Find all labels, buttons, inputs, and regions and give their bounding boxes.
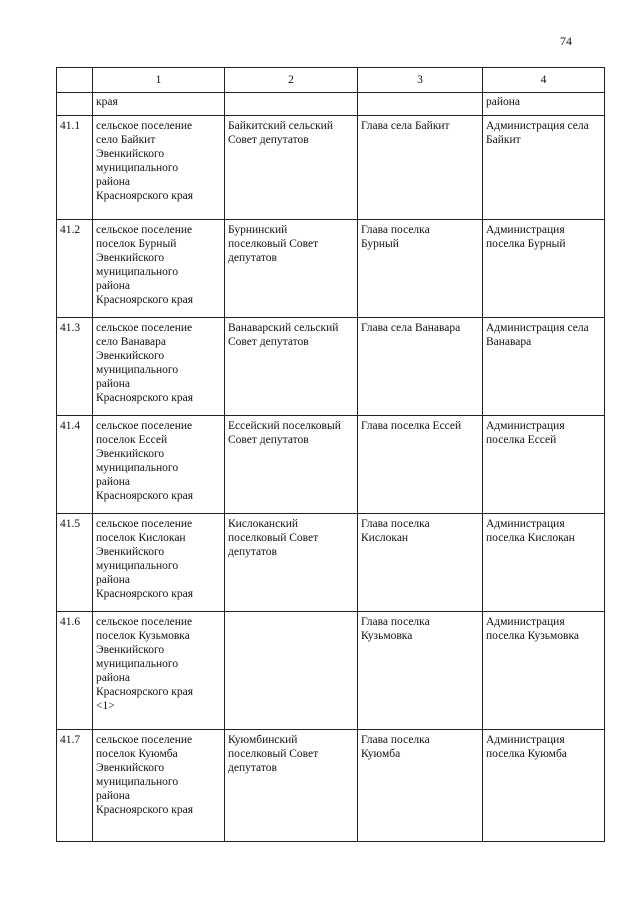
administration-cell — [483, 416, 605, 514]
representative-body-cell — [225, 730, 358, 842]
row-number-cell-text: 41.6 — [60, 616, 81, 628]
head-of-settlement-cell-text: Глава поселка Куюмба — [361, 734, 430, 760]
head-of-settlement-cell — [358, 318, 483, 416]
representative-body-cell — [225, 612, 358, 730]
administration-cell — [483, 612, 605, 730]
settlement-name-cell — [93, 318, 225, 416]
administration-cell — [483, 730, 605, 842]
administration-cell-text: Администрация поселка Бурный — [486, 224, 566, 250]
continuation-row — [57, 93, 605, 116]
row-number-cell-text: 41.5 — [60, 518, 81, 530]
settlement-name-cell-text: сельское поселение село Ванавара Эвенкийского муниципального района Красноярского края — [96, 322, 193, 404]
settlement-name-cell-text: сельское поселение поселок Кислокан Эвенкийского муниципального района Красноярского края — [96, 518, 193, 600]
header-cell-2: 2 — [225, 68, 358, 93]
table-row — [57, 730, 605, 842]
head-of-settlement-cell-text: Глава поселка Кислокан — [361, 518, 430, 544]
representative-body-cell-text: Бурнинский поселковый Совет депутатов — [228, 224, 319, 264]
table-row — [57, 116, 605, 220]
table-row — [57, 612, 605, 730]
representative-body-cell — [225, 416, 358, 514]
municipal-bodies-table — [56, 67, 605, 842]
representative-body-cell-text: Кислоканский поселковый Совет депутатов — [228, 518, 319, 558]
row-number-cell-text: 41.7 — [60, 734, 81, 746]
settlement-name-cell — [93, 730, 225, 842]
settlement-name-cell — [93, 116, 225, 220]
administration-cell-text: Администрация поселка Кузьмовка — [486, 616, 579, 642]
administration-cell-text: Администрация поселка Кислокан — [486, 518, 575, 544]
row-number-cell-text: 41.3 — [60, 322, 81, 334]
representative-body-cell-text: Куюмбинский поселковый Совет депутатов — [228, 734, 319, 774]
settlement-name-cell — [93, 612, 225, 730]
representative-body-cell-text: Ессейский поселковый Совет депутатов — [228, 420, 341, 446]
row-number-cell — [57, 318, 93, 416]
continuation-cell-1: края — [93, 93, 225, 116]
row-number-cell — [57, 416, 93, 514]
table-row — [57, 416, 605, 514]
row-number-cell-text: 41.4 — [60, 420, 81, 432]
administration-cell — [483, 116, 605, 220]
representative-body-cell-text: Ванаварский сельский Совет депутатов — [228, 322, 339, 348]
head-of-settlement-cell-text: Глава села Ванавара — [361, 322, 461, 334]
table-row — [57, 220, 605, 318]
head-of-settlement-cell-text: Глава села Байкит — [361, 120, 450, 132]
continuation-cell-0 — [57, 93, 93, 116]
administration-cell — [483, 514, 605, 612]
column-number-row — [57, 68, 605, 93]
administration-cell — [483, 220, 605, 318]
representative-body-cell — [225, 116, 358, 220]
representative-body-cell-text: Байкитский сельский Совет депутатов — [228, 120, 333, 146]
settlement-name-cell — [93, 514, 225, 612]
head-of-settlement-cell — [358, 514, 483, 612]
header-cell-4: 4 — [483, 68, 605, 93]
settlement-name-cell-text: сельское поселение поселок Куюмба Эвенкийского муниципального района Красноярского края — [96, 734, 193, 816]
row-number-cell-text: 41.1 — [60, 120, 81, 132]
row-number-cell — [57, 514, 93, 612]
continuation-cell-2 — [225, 93, 358, 116]
administration-cell-text: Администрация села Ванавара — [486, 322, 589, 348]
head-of-settlement-cell — [358, 416, 483, 514]
page-number: 74 — [560, 34, 572, 48]
row-number-cell — [57, 612, 93, 730]
head-of-settlement-cell — [358, 116, 483, 220]
settlement-name-cell — [93, 416, 225, 514]
head-of-settlement-cell — [358, 220, 483, 318]
row-number-cell — [57, 116, 93, 220]
settlement-name-cell-text: сельское поселение село Байкит Эвенкийского муниципального района Красноярского края — [96, 120, 193, 202]
table-row — [57, 514, 605, 612]
settlement-name-cell-text: сельское поселение поселок Ессей Эвенкийского муниципального района Красноярского края — [96, 420, 193, 502]
representative-body-cell — [225, 514, 358, 612]
settlement-name-cell-text: сельское поселение поселок Кузьмовка Эвенкийского муниципального района Красноярского края <1> — [96, 616, 193, 712]
administration-cell-text: Администрация поселка Ессей — [486, 420, 565, 446]
head-of-settlement-cell-text: Глава поселка Кузьмовка — [361, 616, 430, 642]
row-number-cell-text: 41.2 — [60, 224, 81, 236]
continuation-cell-4: района — [483, 93, 605, 116]
administration-cell — [483, 318, 605, 416]
row-number-cell — [57, 730, 93, 842]
head-of-settlement-cell-text: Глава поселка Ессей — [361, 420, 462, 432]
representative-body-cell — [225, 220, 358, 318]
settlement-name-cell — [93, 220, 225, 318]
settlement-name-cell-text: сельское поселение поселок Бурный Эвенкийского муниципального района Красноярского края — [96, 224, 193, 306]
administration-cell-text: Администрация поселка Куюмба — [486, 734, 567, 760]
continuation-cell-3 — [358, 93, 483, 116]
header-cell-0 — [57, 68, 93, 93]
header-cell-3: 3 — [358, 68, 483, 93]
head-of-settlement-cell — [358, 612, 483, 730]
head-of-settlement-cell-text: Глава поселка Бурный — [361, 224, 430, 250]
head-of-settlement-cell — [358, 730, 483, 842]
row-number-cell — [57, 220, 93, 318]
administration-cell-text: Администрация села Байкит — [486, 120, 589, 146]
table-row — [57, 318, 605, 416]
header-cell-1: 1 — [93, 68, 225, 93]
representative-body-cell — [225, 318, 358, 416]
